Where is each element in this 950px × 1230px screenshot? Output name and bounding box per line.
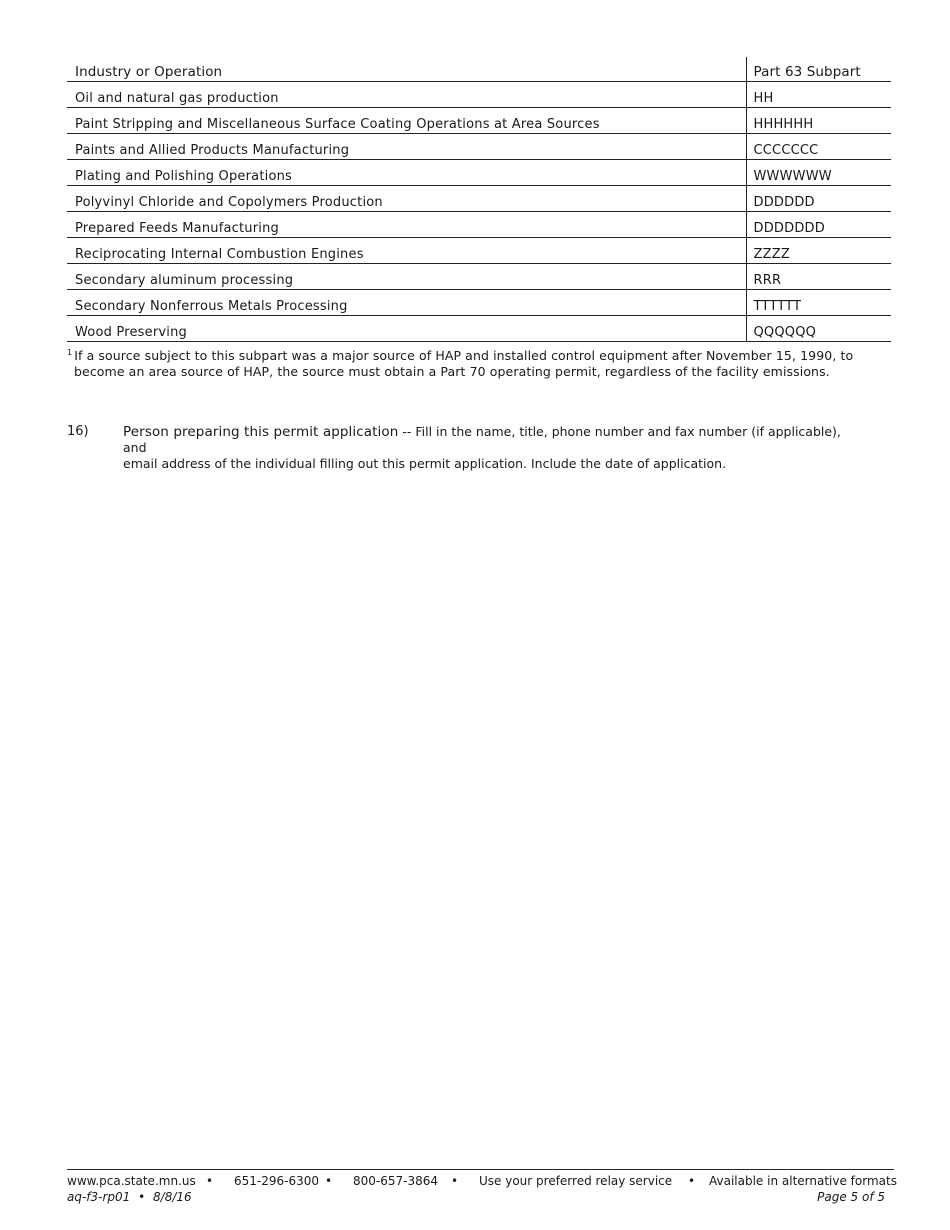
footnote-text-line1: If a source subject to this subpart was a major source of HAP and installed control equipment after November 15, 1990, to (74, 348, 854, 363)
footer-website-link[interactable]: www.pca.state.mn.us (67, 1174, 196, 1188)
table-row (67, 264, 891, 290)
industry-cell: Prepared Feeds Manufacturing (67, 212, 746, 238)
industry-cell: Polyvinyl Chloride and Copolymers Production (67, 186, 746, 212)
table-row (67, 186, 891, 212)
column-header-industry: Industry or Operation (67, 57, 746, 82)
footer-form-id: aq-f3-rp01 (67, 1190, 131, 1204)
table-footnote (67, 348, 867, 380)
footnote-marker: 1 (67, 348, 73, 357)
subpart-cell: TTTTTT (746, 290, 891, 316)
footer-bullet: • (325, 1174, 333, 1188)
subpart-cell: CCCCCCC (746, 134, 891, 160)
subpart-cell: ZZZZ (746, 238, 891, 264)
industry-cell: Reciprocating Internal Combustion Engines (67, 238, 746, 264)
item-body (123, 424, 863, 472)
table-row (67, 134, 891, 160)
industry-cell: Plating and Polishing Operations (67, 160, 746, 186)
subpart-cell: DDDDDD (746, 186, 891, 212)
column-header-subpart: Part 63 Subpart (746, 57, 891, 82)
industry-cell: Wood Preserving (67, 316, 746, 342)
footer-divider (67, 1169, 894, 1170)
footer-phone-2: 800-657-3864 (353, 1174, 439, 1188)
table-row (67, 108, 891, 134)
footer-page-number: Page 5 of 5 (817, 1190, 885, 1204)
item-text-line2: email address of the individual filling out this permit application. Include the date of application. (123, 456, 727, 471)
footer-relay-service: Use your preferred relay service (479, 1174, 673, 1188)
subpart-cell: HH (746, 82, 891, 108)
table-row (67, 316, 891, 342)
footer-phone-1: 651-296-6300 (234, 1174, 320, 1188)
footer-bullet: • (206, 1174, 214, 1188)
industry-cell: Paints and Allied Products Manufacturing (67, 134, 746, 160)
subpart-table-container (67, 57, 891, 342)
table-row (67, 82, 891, 108)
subpart-cell: DDDDDDD (746, 212, 891, 238)
subpart-cell: HHHHHH (746, 108, 891, 134)
item-text-line1: -- Fill in the name, title, phone number and fax number (if applicable), and (123, 424, 841, 455)
table-row (67, 290, 891, 316)
table-row (67, 160, 891, 186)
industry-cell: Secondary aluminum processing (67, 264, 746, 290)
table-header-row (67, 57, 891, 82)
footer-bullet: • (688, 1174, 696, 1188)
footer-form-line (67, 1189, 885, 1205)
table-row (67, 238, 891, 264)
footer-bullet: • (138, 1190, 146, 1204)
industry-cell: Secondary Nonferrous Metals Processing (67, 290, 746, 316)
footer-bullet: • (451, 1174, 459, 1188)
subpart-cell: QQQQQQ (746, 316, 891, 342)
footer-alt-formats: Available in alternative formats (709, 1174, 897, 1188)
industry-cell: Oil and natural gas production (67, 82, 746, 108)
footer-date: 8/8/16 (153, 1190, 192, 1204)
item-heading: Person preparing this permit application (123, 424, 399, 440)
subpart-cell: RRR (746, 264, 891, 290)
item-number: 16) (67, 424, 89, 439)
table-row (67, 212, 891, 238)
subpart-cell: WWWWWW (746, 160, 891, 186)
subpart-table (67, 57, 891, 342)
industry-cell: Paint Stripping and Miscellaneous Surface Coating Operations at Area Sources (67, 108, 746, 134)
footnote-text-line2: become an area source of HAP, the source must obtain a Part 70 operating permit, regardless of the facility emissions. (74, 364, 830, 379)
